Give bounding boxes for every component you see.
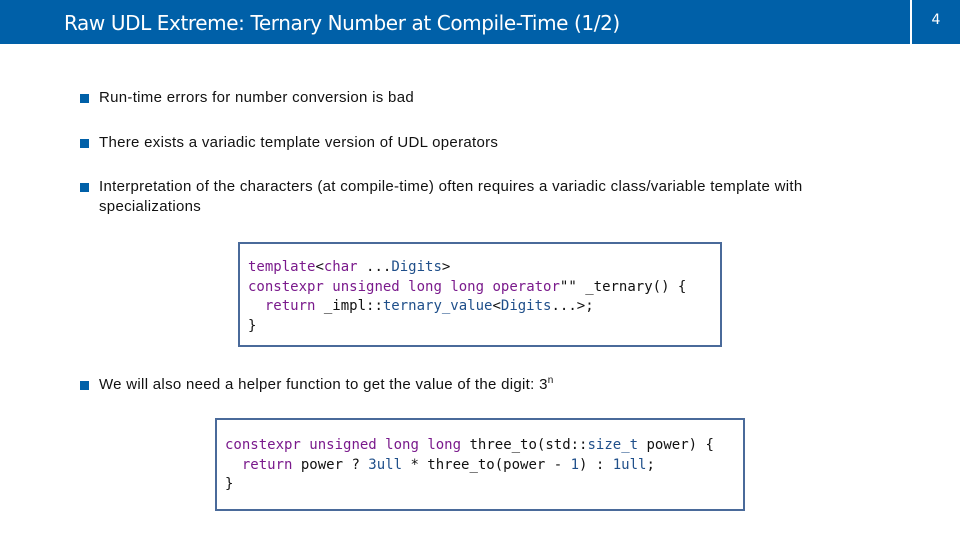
slide-title: Raw UDL Extreme: Ternary Number at Compile-Time (1/2) [64, 11, 620, 35]
code-token: constexpr [225, 437, 301, 453]
code-token: ternary_value [382, 298, 493, 314]
code-token: long [385, 437, 419, 453]
code-token: 1ull [612, 456, 647, 473]
bullet-text [99, 375, 900, 395]
code-token: _impl:: [315, 298, 383, 314]
code-token: } [248, 317, 257, 334]
code-token: power) { [638, 437, 714, 453]
page-number: 4 [931, 12, 941, 28]
code-token: Digits [391, 259, 442, 275]
bullet-item [80, 88, 900, 108]
bullet-text: Run-time errors for number conversion is bad [99, 89, 414, 106]
code-token: power ? [292, 456, 369, 473]
bullet-marker-icon [80, 139, 89, 148]
code-token: "" _ternary() { [559, 278, 687, 295]
bullet-item [80, 177, 900, 217]
title-bar [0, 0, 910, 44]
code-token: < [492, 298, 501, 314]
code-token: operator [492, 278, 560, 295]
bullet-marker-icon [80, 381, 89, 390]
bullet-text: There exists a variadic template version of UDL operators [99, 134, 499, 151]
code-token: < [315, 259, 324, 275]
code-token: ... [357, 259, 392, 275]
code-token: ) : [579, 456, 613, 473]
code-token: 1 [570, 456, 580, 473]
code-token: } [225, 476, 234, 492]
bullet-marker-icon [80, 183, 89, 192]
bullet-text: Interpretation of the characters (at compile-time) often requires a variadic class/variable template with specializations [99, 178, 803, 215]
code-token: 3ull [368, 456, 403, 473]
code-token: ; [646, 456, 655, 473]
bullet-item [80, 375, 900, 395]
code-token: >; [576, 298, 594, 314]
code-token: ... [551, 298, 577, 314]
bullet-marker-icon [80, 94, 89, 103]
code-token: long [450, 278, 485, 295]
code-token: three_to(std:: [461, 437, 588, 453]
page-number-box [912, 0, 960, 44]
code-block-udl-operator [238, 242, 722, 347]
code-token: long [427, 437, 462, 453]
code-token: unsigned [309, 437, 377, 453]
code-token: unsigned [332, 278, 400, 295]
code-block-three-to [215, 418, 745, 511]
code-token: return [264, 298, 316, 314]
bullet-superscript: n [547, 375, 554, 386]
code-token: Digits [500, 298, 552, 314]
code-token: > [441, 259, 451, 275]
bullet-text-main: We will also need a helper function to get the value of the digit: 3 [99, 376, 548, 393]
code-token: constexpr [248, 278, 324, 295]
code-token: * three_to(power - [402, 456, 571, 473]
code-token: size_t [587, 437, 639, 453]
code-token: char [323, 259, 358, 275]
bullet-item [80, 133, 900, 153]
code-token: long [408, 278, 442, 295]
code-token: return [241, 456, 293, 473]
code-token: template [248, 259, 316, 275]
